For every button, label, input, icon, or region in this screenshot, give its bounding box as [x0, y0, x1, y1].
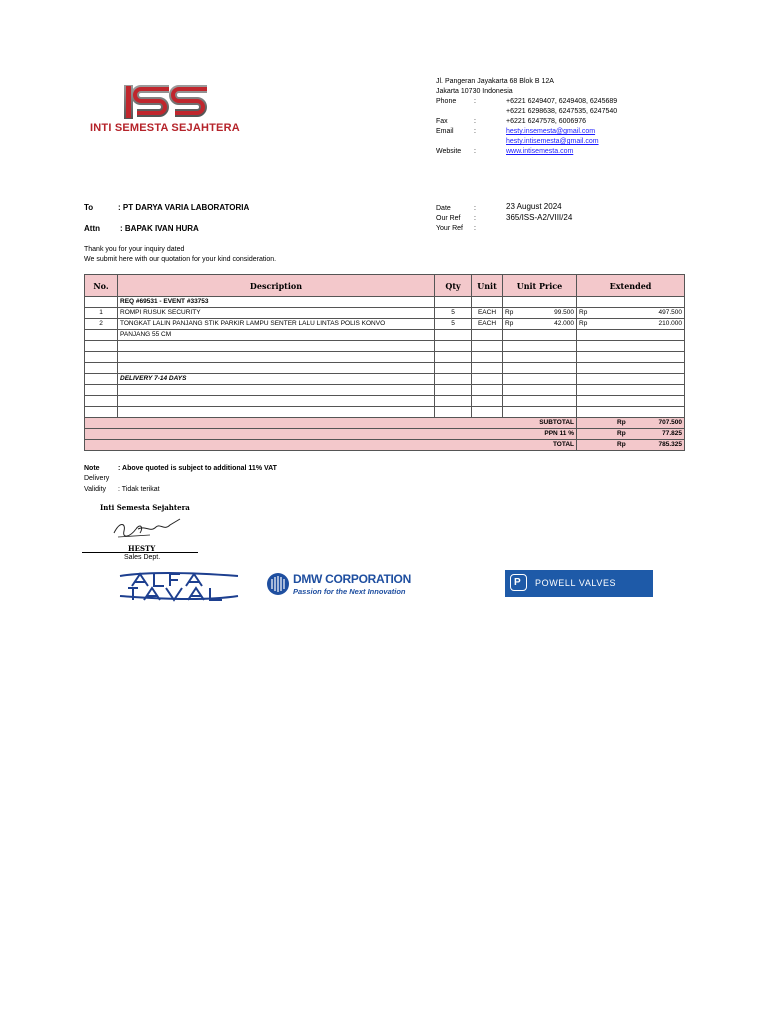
attn-value: : BAPAK IVAN HURA	[120, 224, 199, 233]
dmw-corporation-logo	[266, 569, 429, 599]
row-unit: EACH	[472, 319, 503, 330]
row-no: 2	[85, 319, 118, 330]
ppn-row	[85, 429, 685, 440]
row-extended	[577, 319, 685, 330]
phone-label: Phone	[436, 98, 457, 105]
alfa-laval-logo	[118, 570, 240, 602]
validity-label: Validity	[84, 486, 107, 493]
table-row	[85, 352, 685, 363]
currency-label: Rp	[617, 430, 626, 437]
table-row	[85, 407, 685, 418]
col-header-unit: Unit	[472, 275, 503, 297]
company-logo-text: INTI SEMESTA SEJAHTERA	[90, 122, 240, 134]
quotation-table	[84, 274, 685, 451]
table-header-row	[85, 275, 685, 297]
intro-line-2: We submit here with our quotation for your kind consideration.	[84, 256, 277, 263]
ppn-value: 77.825	[662, 430, 682, 437]
extended-value: 497.500	[658, 309, 682, 316]
table-row	[85, 330, 685, 341]
col-header-description: Description	[118, 275, 435, 297]
dmw-title: DMW CORPORATION	[293, 572, 411, 586]
powell-text: POWELL VALVES	[535, 578, 617, 588]
currency-label: Rp	[579, 320, 588, 327]
currency-label: Rp	[579, 309, 588, 316]
fax-value: +6221 6247578, 6006976	[506, 118, 586, 125]
email-label: Email	[436, 128, 454, 135]
signatory-dept: Sales Dept.	[124, 554, 161, 561]
date-colon: :	[474, 205, 476, 212]
company-address2: Jakarta 10730 Indonesia	[436, 88, 513, 95]
note-label: Note	[84, 465, 100, 472]
table-row	[85, 297, 685, 308]
phone-value-1: +6221 6249407, 6249408, 6245689	[506, 98, 618, 105]
powell-emblem-icon: P	[510, 574, 527, 591]
delivery-label: Delivery	[84, 475, 110, 482]
total-amount	[577, 440, 685, 451]
website-colon: :	[474, 148, 476, 155]
to-value: : PT DARYA VARIA LABORATORIA	[118, 203, 250, 212]
fax-label: Fax	[436, 118, 448, 125]
signature-company: Inti Semesta Sejahtera	[100, 503, 190, 512]
table-row	[85, 341, 685, 352]
row-extended	[577, 308, 685, 319]
table-row	[85, 319, 685, 330]
ourref-colon: :	[474, 215, 476, 222]
currency-label: Rp	[617, 419, 626, 426]
attn-label: Attn	[84, 224, 100, 233]
extended-value: 210.000	[658, 320, 682, 327]
subtotal-label: SUBTOTAL	[85, 418, 577, 429]
email-link-1[interactable]: hesty.insemesta@gmail.com	[506, 128, 596, 135]
ourref-value: 365/ISS-A2/VIII/24	[506, 213, 573, 222]
currency-label: Rp	[505, 320, 514, 327]
subtotal-value: 707.500	[658, 419, 682, 426]
subtotal-row	[85, 418, 685, 429]
email-colon: :	[474, 128, 476, 135]
intro-line-1: Thank you for your inquiry dated	[84, 246, 185, 253]
req-line: REQ #69531 - EVENT #33753	[118, 297, 435, 308]
iss-logo-mark	[121, 83, 213, 121]
col-header-qty: Qty	[435, 275, 472, 297]
table-row	[85, 374, 685, 385]
to-label: To	[84, 203, 94, 212]
row-qty: 5	[435, 319, 472, 330]
currency-label: Rp	[617, 441, 626, 448]
dmw-tagline: Passion for the Next Innovation	[293, 587, 406, 596]
price-value: 42.000	[554, 320, 574, 327]
delivery-note: DELIVERY 7-14 DAYS	[118, 374, 435, 385]
dmw-globe-icon	[266, 572, 290, 596]
row-unit-price	[503, 308, 577, 319]
price-value: 99.500	[554, 309, 574, 316]
ppn-amount	[577, 429, 685, 440]
fax-colon: :	[474, 118, 476, 125]
total-row	[85, 440, 685, 451]
table-row	[85, 396, 685, 407]
powell-valves-logo	[505, 570, 653, 597]
signatory-name: HESTY	[128, 544, 156, 553]
phone-colon: :	[474, 98, 476, 105]
validity-value: : Tidak terikat	[118, 486, 160, 493]
subtotal-amount	[577, 418, 685, 429]
ourref-label: Our Ref	[436, 215, 461, 222]
company-address1: Jl. Pangeran Jayakarta 68 Blok B 12A	[436, 78, 554, 85]
date-value: 23 August 2024	[506, 202, 562, 211]
table-row	[85, 363, 685, 374]
row-no: 1	[85, 308, 118, 319]
yourref-colon: :	[474, 225, 476, 232]
total-label: TOTAL	[85, 440, 577, 451]
handwritten-signature	[110, 515, 182, 543]
table-row	[85, 308, 685, 319]
yourref-label: Your Ref	[436, 225, 463, 232]
row-description: TONGKAT LALIN PANJANG STIK PARKIR LAMPU SENTER LALU LINTAS POLIS KONVO	[118, 319, 435, 330]
phone-value-2: +6221 6298638, 6247535, 6247540	[506, 108, 618, 115]
date-label: Date	[436, 205, 451, 212]
col-header-no: No.	[85, 275, 118, 297]
table-row	[85, 385, 685, 396]
col-header-extended: Extended	[577, 275, 685, 297]
row-unit: EACH	[472, 308, 503, 319]
row-qty: 5	[435, 308, 472, 319]
row-unit-price	[503, 319, 577, 330]
currency-label: Rp	[505, 309, 514, 316]
total-value: 785.325	[658, 441, 682, 448]
row-description-continued: PANJANG 55 CM	[118, 330, 435, 341]
col-header-unit-price: Unit Price	[503, 275, 577, 297]
ppn-label: PPN 11 %	[85, 429, 577, 440]
website-label: Website	[436, 148, 462, 155]
website-link[interactable]: www.intisemesta.com	[506, 148, 574, 155]
note-value: : Above quoted is subject to additional 11% VAT	[118, 465, 277, 472]
row-description: ROMPI RUSUK SECURITY	[118, 308, 435, 319]
email-link-2[interactable]: hesty.intisemesta@gmail.com	[506, 138, 599, 145]
